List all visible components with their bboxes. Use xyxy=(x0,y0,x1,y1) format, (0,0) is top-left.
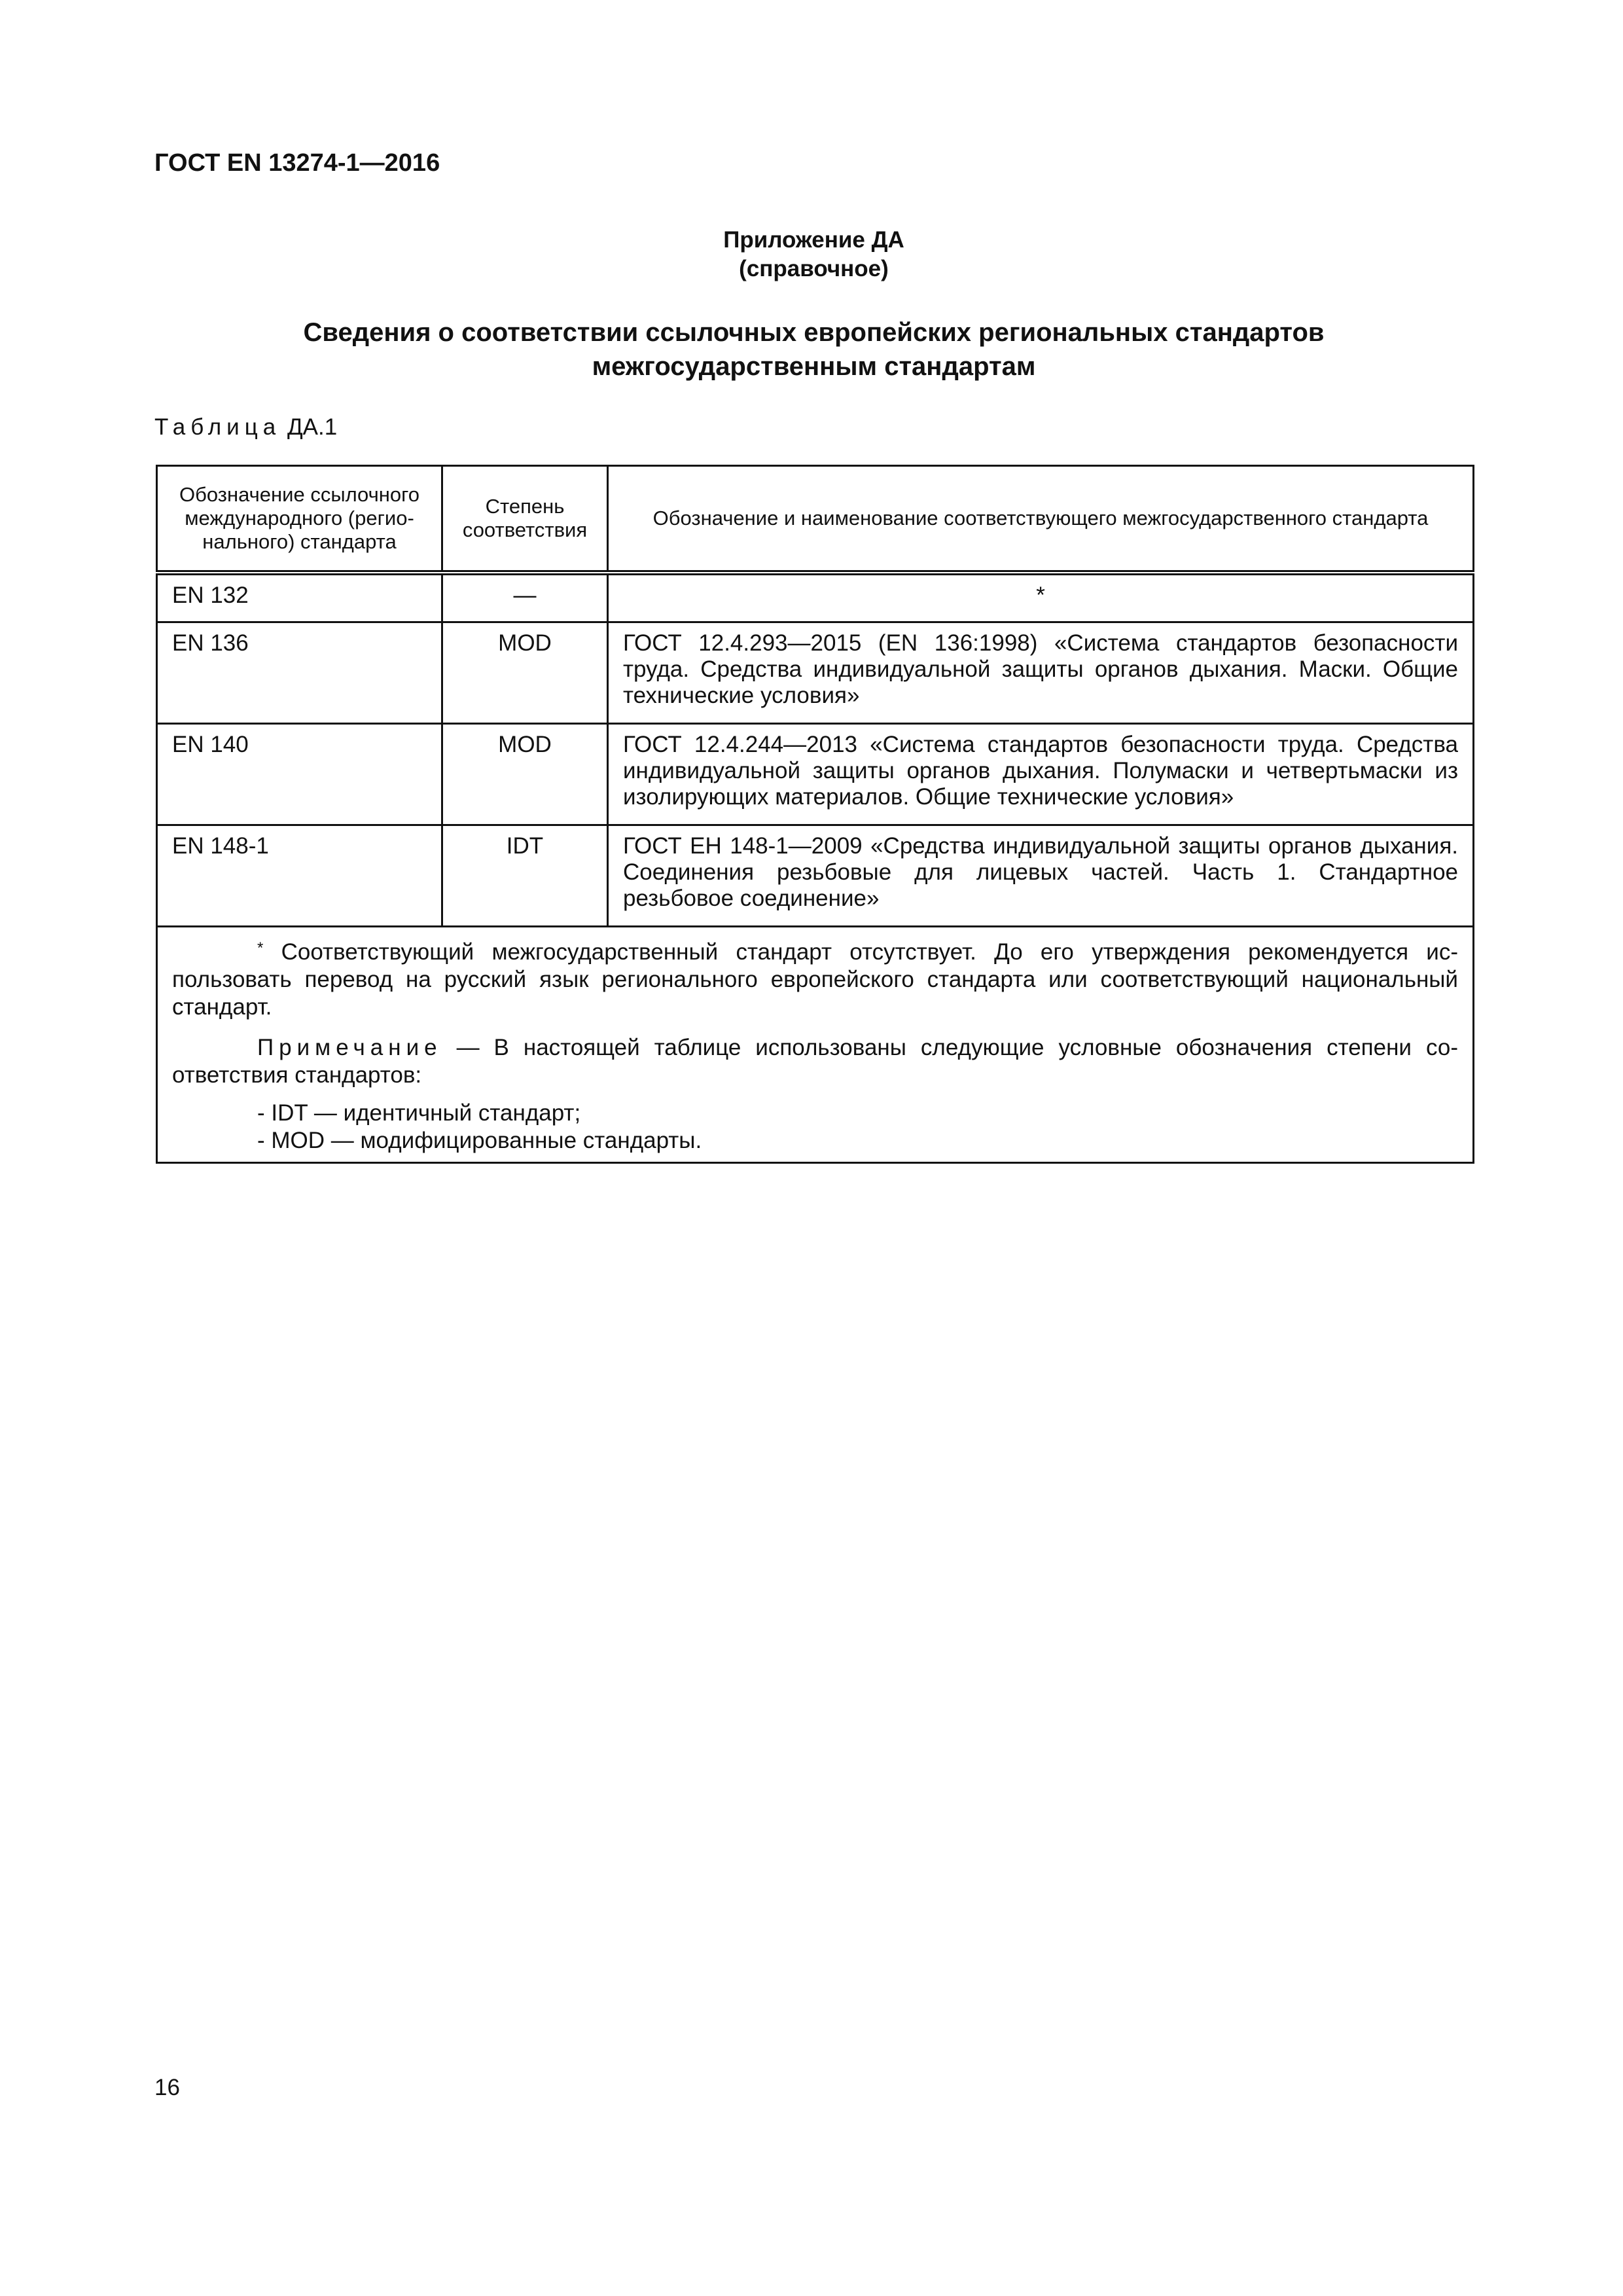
cell-degree: MOD xyxy=(442,622,608,724)
note-text: — В настоящей таблице использованы следующие условные обозначения степени соответствия стандартов: xyxy=(172,1035,1458,1088)
header-reference-standard: Обозначение ссылочного международного (регионального) стандарта xyxy=(157,466,442,573)
cell-degree: IDT xyxy=(442,825,608,927)
heading-line-2: межгосударственным стандартам xyxy=(592,352,1036,381)
appendix-title: Приложение ДА xyxy=(723,227,904,253)
header-interstate-standard: Обозначение и наименование соответствующего межгосударственного стандарта xyxy=(608,466,1474,573)
cell-degree: MOD xyxy=(442,724,608,825)
appendix-status: (справочное) xyxy=(739,256,889,281)
table-row xyxy=(157,573,1474,622)
table-caption xyxy=(154,414,337,440)
section-heading xyxy=(154,315,1473,384)
cell-code: EN 136 xyxy=(157,622,442,724)
abbreviation-idt: - IDT — идентичный стандарт; xyxy=(257,1100,581,1126)
cell-degree: — xyxy=(442,573,608,622)
appendix-header xyxy=(154,226,1473,283)
table-notes-row xyxy=(157,927,1474,1163)
table-caption-label: Таблица xyxy=(154,414,281,440)
cell-title: ГОСТ 12.4.244—2013 «Система стандартов безопасности труда. Средства индивидуальной защиты органов дыхания. Полумаски и четвертьмаски из изолирующих материалов. Общие технические условия» xyxy=(608,724,1474,825)
footnote xyxy=(172,935,1458,1021)
table-row xyxy=(157,622,1474,724)
cell-title: * xyxy=(608,573,1474,622)
table-row xyxy=(157,825,1474,927)
heading-line-1: Сведения о соответствии ссылочных европейских региональных стандартов xyxy=(303,318,1325,347)
cell-code: EN 140 xyxy=(157,724,442,825)
table-header-row xyxy=(157,466,1474,573)
correspondence-table xyxy=(156,465,1474,1164)
footnote-text: Соответствующий межгосударственный стандарт отсутствует. До его утверждения рекомендуется использовать перевод на русский язык регионального европейского стандарта или соответствующий национальный стандарт. xyxy=(172,939,1458,1020)
table-notes xyxy=(157,927,1474,1163)
note xyxy=(172,1034,1458,1089)
cell-title: ГОСТ 12.4.293—2015 (EN 136:1998) «Система стандартов безопасности труда. Средства индивидуальной защиты органов дыхания. Маски. Общие технические условия» xyxy=(608,622,1474,724)
table-caption-number: ДА.1 xyxy=(287,414,338,440)
header-degree: Степень соответствия xyxy=(442,466,608,573)
footnote-mark: * xyxy=(257,939,264,957)
cell-code: EN 132 xyxy=(157,573,442,622)
abbreviation-mod: - MOD — модифицированные стандарты. xyxy=(257,1128,702,1153)
cell-code: EN 148-1 xyxy=(157,825,442,927)
note-label: Примечание xyxy=(257,1035,442,1060)
page-number: 16 xyxy=(154,2075,180,2100)
cell-title: ГОСТ ЕН 148-1—2009 «Средства индивидуальной защиты органов дыхания. Соединения резьбовые для лицевых частей. Часть 1. Стандартное резьбовое соединение» xyxy=(608,825,1474,927)
document-id: ГОСТ EN 13274-1—2016 xyxy=(154,149,440,177)
table-row xyxy=(157,724,1474,825)
